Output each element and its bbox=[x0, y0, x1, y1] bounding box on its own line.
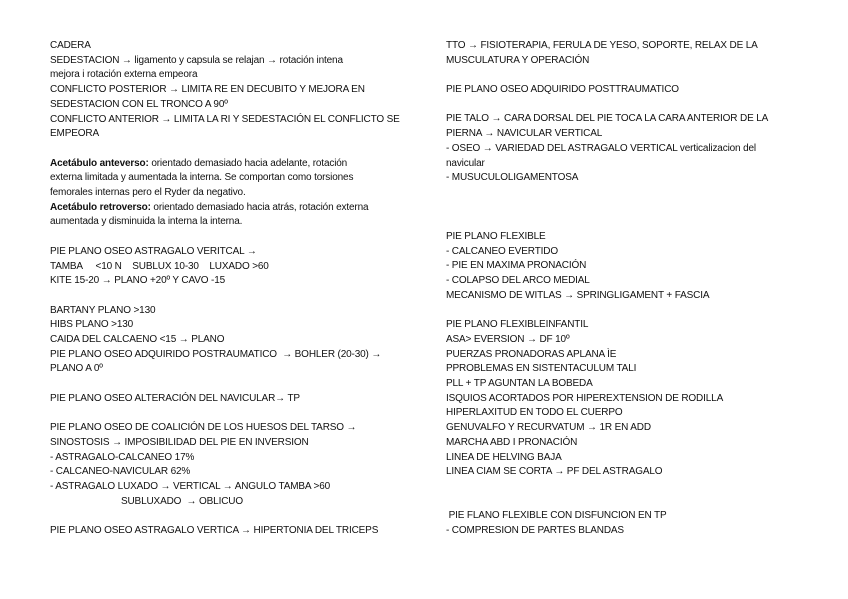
left-column-line bbox=[50, 39, 422, 54]
line-text: SEDESTACION CON EL TRONCO A 90º bbox=[50, 98, 228, 110]
line-text: TAMBA <10 N SUBLUX 10-30 LUXADO >60 bbox=[50, 260, 269, 272]
line-text: PIE PLANO OSEO DE COALICIÓN DE LOS HUESOS DEL TARSO → bbox=[50, 422, 357, 434]
left-column-line bbox=[50, 230, 422, 245]
right-column-line bbox=[446, 480, 786, 495]
left-column-line bbox=[50, 465, 422, 480]
left-column-line bbox=[50, 524, 422, 539]
right-column-line bbox=[446, 274, 786, 289]
left-column-line bbox=[50, 480, 422, 495]
right-column-line bbox=[446, 259, 786, 274]
line-text: SEDESTACION → ligamento y capsula se relajan → rotación intena bbox=[50, 54, 343, 66]
left-column-line bbox=[50, 215, 422, 230]
left-column-line bbox=[50, 260, 422, 275]
right-column-line bbox=[446, 230, 786, 245]
left-column-line bbox=[50, 304, 422, 319]
right-column-line bbox=[446, 509, 786, 524]
right-column-line bbox=[446, 201, 786, 216]
line-text: aumentada y disminuida la interna la interna. bbox=[50, 216, 243, 228]
line-text: - ASTRAGALO LUXADO → VERTICAL → ANGULO TAMBA >60 bbox=[50, 481, 331, 493]
line-text: CONFLICTO ANTERIOR → LIMITA LA RI Y SEDESTACIÓN EL CONFLICTO SE bbox=[50, 113, 400, 125]
left-column-line bbox=[50, 201, 422, 216]
line-text: - MUSUCULOLIGAMENTOSA bbox=[446, 172, 579, 184]
right-column-line bbox=[446, 157, 786, 172]
line-text: navicular bbox=[446, 157, 485, 169]
line-text: PIE PLANO OSEO ALTERACIÓN DEL NAVICULAR→ TP bbox=[50, 392, 300, 404]
right-column-line bbox=[446, 186, 786, 201]
left-column-line bbox=[50, 377, 422, 392]
left-column-line bbox=[50, 509, 422, 524]
left-column-line bbox=[50, 451, 422, 466]
line-text: ASA> EVERSION → DF 10º bbox=[446, 333, 570, 345]
left-column-line bbox=[50, 436, 422, 451]
right-column-line bbox=[446, 524, 786, 539]
right-column-line bbox=[446, 289, 786, 304]
line-text: LINEA DE HELVING BAJA bbox=[446, 451, 562, 463]
line-text: PUERZAS PRONADORAS APLANA ÌE bbox=[446, 348, 617, 360]
line-text: orientado demasiado hacia adelante, rotación bbox=[148, 157, 348, 169]
left-column-line bbox=[50, 186, 422, 201]
line-text: GENUVALFO Y RECURVATUM → 1R EN ADD bbox=[446, 422, 651, 434]
line-text: - ASTRAGALO-CALCANEO 17% bbox=[50, 451, 195, 463]
right-column-line bbox=[446, 451, 786, 466]
right-column-line bbox=[446, 171, 786, 186]
right-column-line bbox=[446, 142, 786, 157]
right-column-line bbox=[446, 406, 786, 421]
left-column-line bbox=[50, 171, 422, 186]
line-text: mejora i rotación externa empeora bbox=[50, 69, 198, 81]
right-column-line bbox=[446, 348, 786, 363]
left-column-line bbox=[50, 127, 422, 142]
line-text: - PIE EN MAXIMA PRONACIÓN bbox=[446, 260, 587, 272]
left-column-line bbox=[50, 289, 422, 304]
left-column-line bbox=[50, 142, 422, 157]
line-text: PIE PLANO FLEXIBLE bbox=[446, 231, 546, 243]
right-column-line bbox=[446, 333, 786, 348]
left-column-line bbox=[50, 68, 422, 83]
line-text: - COLAPSO DEL ARCO MEDIAL bbox=[446, 275, 590, 287]
right-column bbox=[446, 39, 786, 539]
line-text: - OSEO → VARIEDAD DEL ASTRAGALO VERTICAL verticalizacion del bbox=[446, 142, 756, 154]
right-column-line bbox=[446, 245, 786, 260]
line-text: BARTANY PLANO >130 bbox=[50, 304, 156, 316]
line-text: ISQUIOS ACORTADOS POR HIPEREXTENSION DE RODILLA bbox=[446, 392, 724, 404]
left-column-line bbox=[50, 407, 422, 422]
line-text: CONFLICTO POSTERIOR → LIMITA RE EN DECUBITO Y MEJORA EN bbox=[50, 84, 365, 96]
left-column-line bbox=[50, 348, 422, 363]
right-column-line bbox=[446, 436, 786, 451]
line-text: - CALCANEO-NAVICULAR 62% bbox=[50, 466, 191, 478]
line-text: MUSCULATURA Y OPERACIÓN bbox=[446, 54, 590, 66]
line-text: PIE PLANO OSEO ASTRAGALO VERTICA → HIPERTONIA DEL TRICEPS bbox=[50, 525, 379, 537]
left-column-line bbox=[50, 362, 422, 377]
right-column-line bbox=[446, 127, 786, 142]
left-column-line bbox=[50, 245, 422, 260]
line-text: PIE TALO → CARA DORSAL DEL PIE TOCA LA CARA ANTERIOR DE LA bbox=[446, 113, 769, 125]
bold-term: Acetábulo retroverso: bbox=[50, 201, 151, 213]
line-text: femorales internas pero el Ryder da negativo. bbox=[50, 187, 246, 199]
right-column-line bbox=[446, 318, 786, 333]
line-text: MECANISMO DE WITLAS → SPRINGLIGAMENT + FASCIA bbox=[446, 289, 710, 301]
line-text: SUBLUXADO → OBLICUO bbox=[50, 495, 243, 507]
line-text: PIE PLANO OSEO ASTRAGALO VERITCAL → bbox=[50, 245, 257, 257]
left-column-line bbox=[50, 98, 422, 113]
line-text: LINEA CIAM SE CORTA → PF DEL ASTRAGALO bbox=[446, 466, 663, 478]
right-column-line bbox=[446, 83, 786, 98]
line-text: - CALCANEO EVERTIDO bbox=[446, 245, 558, 257]
left-column-line bbox=[50, 274, 422, 289]
line-text: orientado demasiado hacia atrás, rotación externa bbox=[150, 201, 369, 213]
right-column-line bbox=[446, 54, 786, 69]
left-column-line bbox=[50, 157, 422, 172]
right-column-line bbox=[446, 39, 786, 54]
right-column-line bbox=[446, 112, 786, 127]
left-column-line bbox=[50, 113, 422, 128]
right-column-line bbox=[446, 215, 786, 230]
right-column-line bbox=[446, 304, 786, 319]
line-text: HIBS PLANO >130 bbox=[50, 319, 134, 331]
line-text: PIE PLANO FLEXIBLEINFANTIL bbox=[446, 319, 589, 331]
right-column-line bbox=[446, 98, 786, 113]
line-text: CAIDA DEL CALCAENO <15 → PLANO bbox=[50, 334, 225, 346]
line-text: PIERNA → NAVICULAR VERTICAL bbox=[446, 128, 603, 140]
right-column-line bbox=[446, 465, 786, 480]
left-column-line bbox=[50, 495, 422, 510]
left-column-line bbox=[50, 421, 422, 436]
left-column-line bbox=[50, 54, 422, 69]
line-text: HIPERLAXITUD EN TODO EL CUERPO bbox=[446, 407, 623, 419]
line-text: KITE 15-20 → PLANO +20º Y CAVO -15 bbox=[50, 275, 226, 287]
line-text: CADERA bbox=[50, 40, 91, 51]
right-column-line bbox=[446, 392, 786, 407]
right-column-line bbox=[446, 495, 786, 510]
line-text: TTO → FISIOTERAPIA, FERULA DE YESO, SOPORTE, RELAX DE LA bbox=[446, 40, 758, 51]
right-column-line bbox=[446, 421, 786, 436]
left-column bbox=[50, 39, 422, 539]
line-text: PPROBLEMAS EN SISTENTACULUM TALI bbox=[446, 363, 637, 375]
right-column-line bbox=[446, 362, 786, 377]
line-text: PIE FLANO FLEXIBLE CON DISFUNCION EN TP bbox=[446, 510, 667, 522]
left-column-line bbox=[50, 83, 422, 98]
line-text: PIE PLANO OSEO ADQUIRIDO POSTRAUMATICO → BOHLER (20-30) → bbox=[50, 348, 382, 360]
left-column-line bbox=[50, 333, 422, 348]
line-text: PIE PLANO OSEO ADQUIRIDO POSTTRAUMATICO bbox=[446, 84, 679, 96]
line-text: SINOSTOSIS → IMPOSIBILIDAD DEL PIE EN INVERSION bbox=[50, 436, 309, 448]
right-column-line bbox=[446, 68, 786, 83]
line-text: EMPEORA bbox=[50, 128, 99, 140]
bold-term: Acetábulo anteverso: bbox=[50, 157, 149, 169]
line-text: externa limitada y aumentada la interna. Se comportan como torsiones bbox=[50, 172, 354, 184]
left-column-line bbox=[50, 318, 422, 333]
line-text: PLANO A 0º bbox=[50, 363, 103, 375]
line-text: MARCHA ABD I PRONACIÓN bbox=[446, 436, 578, 448]
left-column-line bbox=[50, 392, 422, 407]
line-text: PLL + TP AGUNTAN LA BOBEDA bbox=[446, 378, 593, 390]
right-column-line bbox=[446, 377, 786, 392]
line-text: - COMPRESION DE PARTES BLANDAS bbox=[446, 525, 624, 537]
